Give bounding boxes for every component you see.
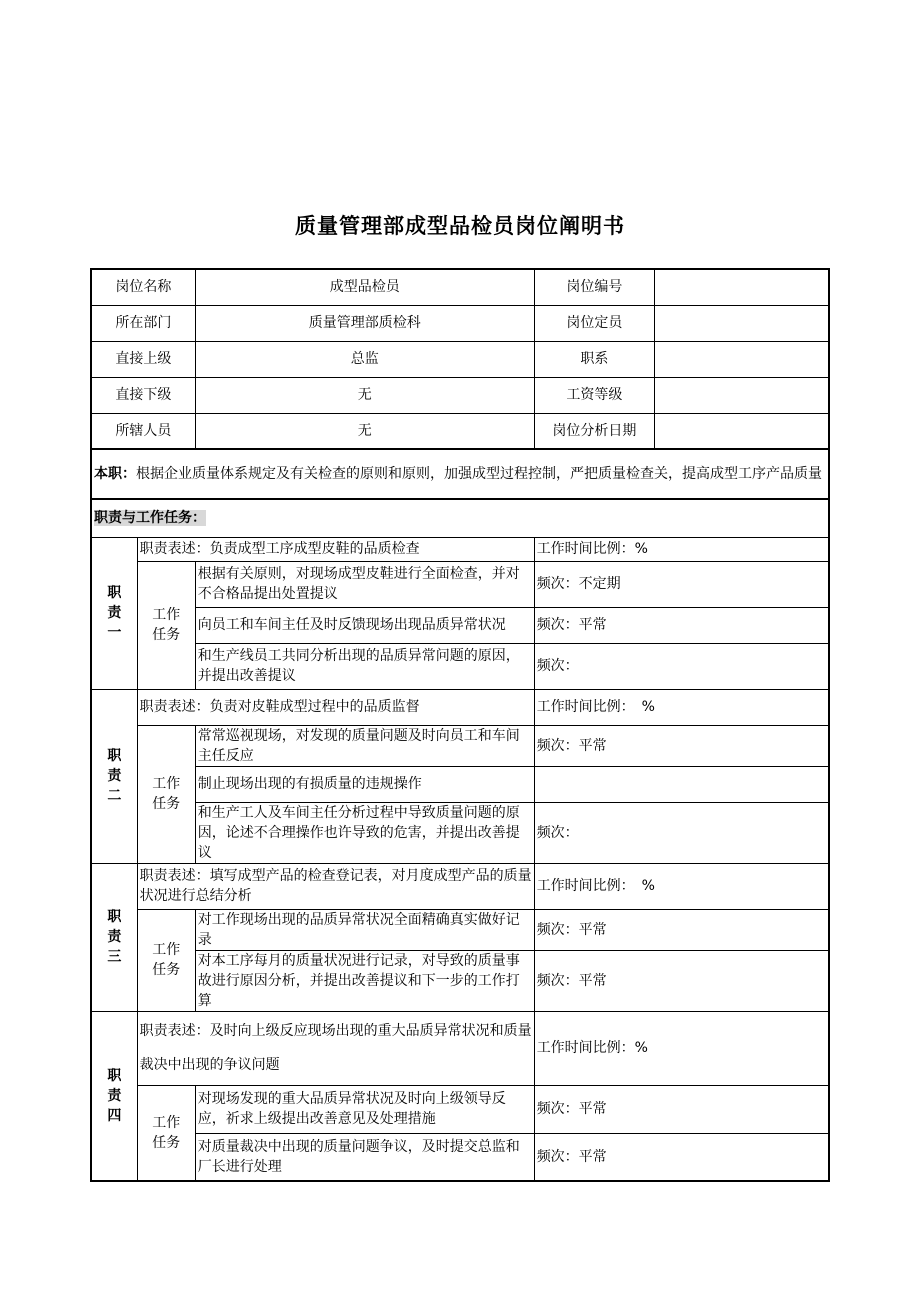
task-frequency: 频次：平常: [534, 1133, 829, 1181]
task-text: 和生产工人及车间主任分析过程中导致质量问题的原因，论述不合理操作也许导致的危害，并提出改善提议: [195, 802, 534, 863]
task-frequency: 频次：: [534, 643, 829, 689]
duty-ratio: 工作时间比例：%: [534, 537, 829, 561]
duty-statement: 职责表述：负责成型工序成型皮鞋的品质检查: [137, 537, 534, 561]
task-text: 对工作现场出现的品质异常状况全面精确真实做好记录: [195, 909, 534, 950]
info-row: [91, 305, 829, 341]
duty-statement: 职责表述：及时向上级反应现场出现的重大品质异常状况和质量裁决中出现的争议问题: [137, 1011, 534, 1085]
task-text: 向员工和车间主任及时反馈现场出现品质异常状况: [195, 607, 534, 643]
task-row: [91, 725, 829, 766]
task-text: 根据有关原则，对现场成型皮鞋进行全面检查，并对不合格品提出处置提议: [195, 561, 534, 607]
info-value: [655, 377, 830, 413]
task-text: 对本工序每月的质量状况进行记录，对导致的质量事故进行原因分析，并提出改善提议和下一步的工作打算: [195, 950, 534, 1011]
task-row: [91, 950, 829, 1011]
duties-header-row: [91, 499, 829, 537]
task-row: [91, 561, 829, 607]
duty-summary-row: [91, 449, 829, 499]
duty-ratio: 工作时间比例： %: [534, 689, 829, 725]
task-frequency: 频次：平常: [534, 950, 829, 1011]
duty-statement: 职责表述：负责对皮鞋成型过程中的品质监督: [137, 689, 534, 725]
info-label: 岗位定员: [534, 305, 654, 341]
task-frequency: 频次：平常: [534, 1085, 829, 1133]
info-label: 所在部门: [91, 305, 195, 341]
info-row: [91, 377, 829, 413]
task-frequency: 频次：: [534, 802, 829, 863]
task-row: [91, 1085, 829, 1133]
duty-statement-row: [91, 1011, 829, 1085]
duty-summary: [91, 449, 829, 499]
info-value: 无: [195, 413, 534, 449]
duty-statement-row: [91, 863, 829, 909]
info-label: 岗位分析日期: [534, 413, 654, 449]
task-text: 制止现场出现的有损质量的违规操作: [195, 766, 534, 802]
info-label: 工资等级: [534, 377, 654, 413]
info-row: [91, 269, 829, 305]
task-frequency: [534, 766, 829, 802]
info-row: [91, 341, 829, 377]
duties-header-label: 职责与工作任务：: [94, 510, 206, 527]
duty-summary-label: 本职：: [94, 466, 136, 482]
duty-statement-row: [91, 689, 829, 725]
task-row: [91, 607, 829, 643]
task-label: 工作任务: [137, 725, 195, 863]
duty-name: 职责四: [91, 1011, 137, 1181]
task-label: 工作任务: [137, 909, 195, 1011]
task-frequency: 频次：不定期: [534, 561, 829, 607]
task-label: 工作任务: [137, 561, 195, 689]
info-value: [655, 269, 830, 305]
task-row: [91, 909, 829, 950]
task-frequency: 频次：平常: [534, 909, 829, 950]
document-title: 质量管理部成型品检员岗位阐明书: [295, 214, 625, 238]
job-description-table: [90, 268, 830, 1182]
task-text: 和生产线员工共同分析出现的品质异常问题的原因，并提出改善提议: [195, 643, 534, 689]
info-label: 职系: [534, 341, 654, 377]
duty-name: 职责二: [91, 689, 137, 863]
task-frequency: 频次：平常: [534, 725, 829, 766]
info-label: 直接上级: [91, 341, 195, 377]
info-label: 所辖人员: [91, 413, 195, 449]
task-row: [91, 802, 829, 863]
task-row: [91, 766, 829, 802]
task-text: 对现场发现的重大品质异常状况及时向上级领导反应，祈求上级提出改善意见及处理措施: [195, 1085, 534, 1133]
info-value: [655, 341, 830, 377]
info-row: [91, 413, 829, 449]
task-label: 工作任务: [137, 1085, 195, 1181]
duties-header: [91, 499, 829, 537]
duty-ratio: 工作时间比例：%: [534, 1011, 829, 1085]
info-label: 直接下级: [91, 377, 195, 413]
info-label: 岗位名称: [91, 269, 195, 305]
duty-name: 职责三: [91, 863, 137, 1011]
info-value: [655, 413, 830, 449]
info-value: 质量管理部质检科: [195, 305, 534, 341]
task-text: 对质量裁决中出现的质量问题争议，及时提交总监和厂长进行处理: [195, 1133, 534, 1181]
info-value: 无: [195, 377, 534, 413]
duty-name: 职责一: [91, 537, 137, 689]
info-value: 成型品检员: [195, 269, 534, 305]
duty-statement: 职责表述：填写成型产品的检查登记表，对月度成型产品的质量状况进行总结分析: [137, 863, 534, 909]
task-row: [91, 643, 829, 689]
task-row: [91, 1133, 829, 1181]
task-frequency: 频次：平常: [534, 607, 829, 643]
info-value: 总监: [195, 341, 534, 377]
info-label: 岗位编号: [534, 269, 654, 305]
duty-statement-row: [91, 537, 829, 561]
duty-summary-text: 根据企业质量体系规定及有关检查的原则和原则，加强成型过程控制，严把质量检查关，提高成型工序产品质量: [136, 466, 822, 482]
duty-ratio: 工作时间比例： %: [534, 863, 829, 909]
info-value: [655, 305, 830, 341]
task-text: 常常巡视现场，对发现的质量问题及时向员工和车间主任反应: [195, 725, 534, 766]
